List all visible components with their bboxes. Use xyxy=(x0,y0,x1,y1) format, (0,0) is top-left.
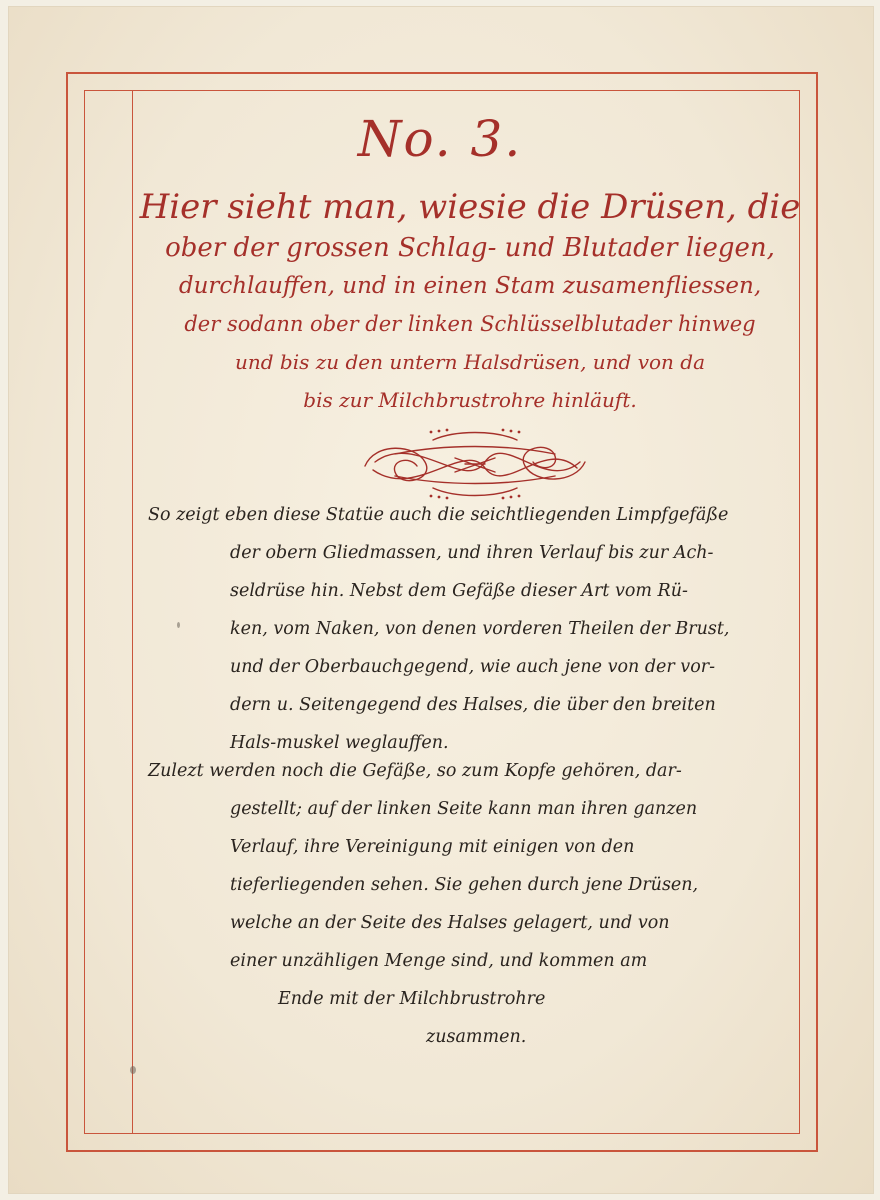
paragraph-line: Hals-muskel weglauffen. xyxy=(230,733,449,753)
heading-line: bis zur Milchbrustrohre hinläuft. xyxy=(303,388,637,412)
paragraph-line: und der Oberbauchgegend, wie auch jene von der vor- xyxy=(230,657,716,677)
paragraph-2 xyxy=(148,752,798,1056)
heading-line: ober der grossen Schlag- und Blutader liegen, xyxy=(165,233,775,263)
paragraph-line: tieferliegenden sehen. Sie gehen durch jene Drüsen, xyxy=(230,875,699,895)
paragraph-line: gestellt; auf der linken Seite kann man ihren ganzen xyxy=(230,799,698,819)
paragraph-line: einer unzähligen Menge sind, und kommen am xyxy=(230,951,648,971)
paragraph-line: zusammen. xyxy=(426,1027,527,1047)
paragraph-line: welche an der Seite des Halses gelagert, und von xyxy=(230,913,670,933)
paragraph-line: Verlauf, ihre Vereinigung mit einigen von den xyxy=(230,837,635,857)
ink-spot xyxy=(177,622,180,628)
paragraph-line: ken, vom Naken, von denen vorderen Theilen der Brust, xyxy=(230,619,730,639)
paragraph-line: Zulezt werden noch die Gefäße, so zum Kopfe gehören, dar- xyxy=(148,761,682,781)
paragraph-line: dern u. Seitengegend des Halses, die über den breiten xyxy=(230,695,716,715)
page-number: No. 3. xyxy=(357,110,523,168)
paragraph-line: der obern Gliedmassen, und ihren Verlauf bis zur Ach- xyxy=(230,543,714,563)
heading-line: der sodann ober der linken Schlüsselblutader hinweg xyxy=(184,312,756,336)
heading-line: Hier sieht man, wiesie die Drüsen, die xyxy=(139,187,801,227)
heading-line: durchlauffen, und in einen Stam zusamenfliessen, xyxy=(178,273,762,299)
page-heading xyxy=(130,185,810,419)
paragraph-line: seldrüse hin. Nebst dem Gefäße dieser Art vom Rü- xyxy=(230,581,688,601)
calligraphic-flourish-icon xyxy=(355,422,595,504)
paragraph-line: Ende mit der Milchbrustrohre xyxy=(278,989,546,1009)
paragraph-1 xyxy=(148,496,798,762)
ink-spot xyxy=(130,1066,136,1074)
paragraph-line: So zeigt eben diese Statüe auch die seichtliegenden Limpfgefäße xyxy=(148,505,729,525)
heading-line: und bis zu den untern Halsdrüsen, und von da xyxy=(234,350,706,374)
